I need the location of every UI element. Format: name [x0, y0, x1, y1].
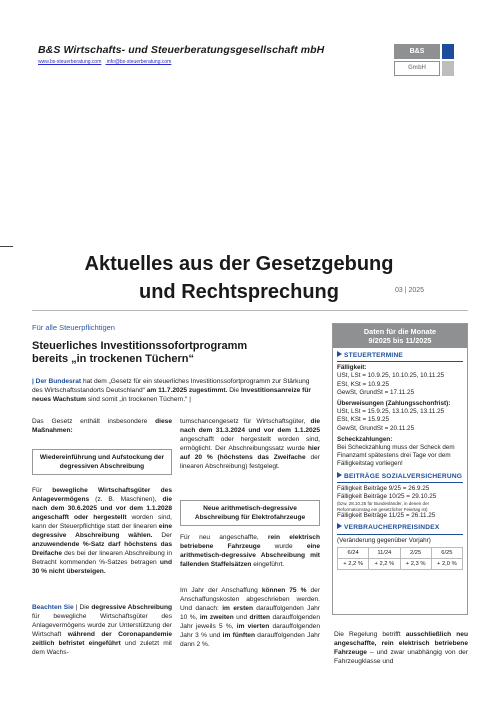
- logo-bottom: GmbH: [394, 61, 440, 76]
- intro-date: am 11.7.2025 zugestimmt.: [146, 387, 228, 394]
- text: darauffolgenden Jahr 3 % und: [180, 623, 320, 639]
- text: wurde: [260, 543, 307, 550]
- beitrag-item: Fälligkeit Beiträge 10/25 = 29.10.25: [337, 493, 437, 501]
- scheck-label: Scheckzahlungen:: [337, 435, 393, 443]
- ueberweisung-label: Überweisungen (Zahlungsschonfrist):: [337, 400, 451, 408]
- vpi-value: + 2,0 %: [431, 559, 462, 570]
- text: worden sind, kann der Steuerpflichtige statt der linearen: [32, 514, 172, 530]
- text-bold: im vierten: [236, 623, 270, 630]
- paragraph-ev-scope: [334, 630, 468, 666]
- intro-text: Die: [227, 387, 241, 394]
- issue-number: 03 | 2025: [395, 287, 425, 294]
- text: darauffolgenden Jahr 10 %,: [180, 605, 320, 621]
- logo-top: B&S: [394, 44, 440, 59]
- beitrag-note: (bzw. 28.10.25 für Bundesländer, in denen der Reformationstag ein gesetzlicher Feiertag ist): [337, 501, 430, 512]
- text: eingeführt.: [251, 561, 285, 568]
- page-title-line1: Aktuelles aus der Gesetzgebung: [84, 253, 394, 275]
- beitrag-item: Fälligkeit Beiträge 9/25 = 26.9.25: [337, 484, 430, 492]
- logo-blue-square: [442, 44, 454, 59]
- text-bold: hier auf 20 % (höchstens das Zweifache: [180, 445, 320, 461]
- article-intro: [32, 377, 320, 404]
- vpi-header: 6/25: [431, 547, 462, 558]
- faelligkeit-item: ESt, KSt = 10.9.25: [337, 380, 389, 388]
- text: und: [233, 614, 250, 621]
- text: angeschafft oder hergestellt worden sind, ermöglicht. Der Abschreibungssatz wurde: [180, 436, 320, 452]
- title-divider: [32, 310, 468, 311]
- website-link[interactable]: www.bs-steuerberatung.com: [38, 59, 102, 65]
- article-title: [32, 340, 312, 366]
- header-links: [38, 59, 175, 65]
- text: (z. B. Maschinen),: [89, 496, 163, 503]
- text: – und zwar unabhängig von der Fahrzeugklasse und: [334, 649, 468, 665]
- triangle-icon: [337, 523, 342, 529]
- company-name: B&S Wirtschafts- und Steuerberatungsgesellschaft mbH: [38, 44, 325, 56]
- section-beitraege: [337, 472, 463, 483]
- vpi-value: + 2,3 %: [400, 559, 431, 570]
- triangle-icon: [337, 351, 342, 357]
- vpi-table: [337, 547, 463, 570]
- faelligkeit-item: USt, LSt = 10.9.25, 10.10.25, 10.11.25: [337, 372, 445, 380]
- beitraege-body: [333, 485, 467, 521]
- note-lead: Beachten Sie: [32, 604, 74, 611]
- text: und zuletzt mit dem Wachs-: [32, 640, 173, 656]
- section-title: VERBRAUCHERPREISINDEX: [344, 524, 440, 532]
- text: Der: [152, 532, 172, 539]
- text-bold: eine degressive Abschreibung wählen.: [32, 523, 172, 539]
- company-logo: [394, 44, 466, 76]
- paragraph-ev: [180, 533, 320, 569]
- text-bold: im fünften: [222, 632, 255, 639]
- paragraph-note: [32, 603, 172, 657]
- intro-text: sind somit „in trockenen Tüchern.“ |: [85, 396, 191, 403]
- text-bold: die nach dem 30.6.2025 und vor dem 1.1.2028 angeschafft oder hergestellt: [32, 496, 172, 521]
- dates-sidebar: [332, 323, 468, 615]
- page-title-line2: und Rechtsprechung: [138, 281, 339, 303]
- text: Für neu angeschaffte,: [180, 534, 268, 541]
- intro-text: hat dem „Gesetz für ein steuerliches Investitionssofortprogramm zur Stärkung des Wirtschaftsstandorts Deutschland“: [32, 378, 310, 394]
- text: der linearen Abschreibung) festgelegt.: [180, 454, 320, 470]
- text-bold: ausschließlich neu angeschaffte, rein elektrisch betriebene Fahrzeuge: [334, 631, 468, 656]
- vpi-header: 11/24: [369, 547, 400, 558]
- email-link[interactable]: info@bs-steuerberatung.com: [106, 59, 172, 65]
- table-row: [338, 547, 463, 558]
- text: für bewegliche Wirtschaftsgüter des Anlagevermögens wurde zur Unterstützung der Wirtschaft: [32, 613, 172, 638]
- article-title-line2: bereits „in trockenen Tüchern“: [32, 353, 194, 365]
- steuertermine-body: [333, 364, 467, 468]
- vpi-value: + 2,2 %: [338, 559, 369, 570]
- article-title-line1: Steuerliches Investitionssofortprogramm: [32, 340, 248, 352]
- section-box-ev: Neue arithmetisch-degressive Abschreibung für Elektrofahrzeuge: [180, 500, 320, 526]
- logo-grey-square: [442, 61, 454, 76]
- beitrag-item: Fälligkeit Beiträge 11/25 = 26.11.25: [337, 512, 436, 520]
- paragraph-degressive: [32, 486, 172, 576]
- sidebar-header-line2: 9/2025 bis 11/2025: [368, 336, 432, 345]
- section-title: BEITRÄGE SOZIALVERSICHERUNG: [344, 472, 463, 480]
- text: darauffolgenden Jahr jeweils 5 %,: [180, 614, 320, 630]
- text-bold: während der Coronapandemie zeitlich befristet eingeführt: [32, 631, 172, 647]
- text-bold: können 75 %: [261, 587, 307, 594]
- measures-emphasis: diese Maßnahmen:: [32, 418, 172, 434]
- faelligkeit-label: Fälligkeit:: [337, 364, 367, 372]
- measures-intro: [32, 417, 172, 435]
- faelligkeit-item: GewSt, GrundSt = 17.11.25: [337, 388, 415, 396]
- vpi-header: 6/24: [338, 547, 369, 558]
- text-bold: die nach dem 31.3.2024 und vor dem 1.1.2025: [180, 418, 320, 434]
- intro-lead: | Der Bundesrat: [32, 378, 82, 385]
- text-bold: anzuwendende %-Satz darf höchstens das Dreifache: [32, 541, 172, 557]
- text-bold: degressive Abschreibung: [91, 604, 172, 611]
- ueberweisung-item: ESt, KSt = 15.9.25: [337, 416, 389, 424]
- intro-emphasis: Investitionsanreize für neues Wachstum: [32, 387, 311, 403]
- text-bold: eine arithmetisch-degressive Abschreibung mit fallenden Staffelsätzen: [180, 543, 321, 568]
- section-steuertermine: [337, 351, 463, 362]
- text: Für: [32, 487, 53, 494]
- sidebar-header: [333, 324, 467, 348]
- text: tumschancengesetz für Wirtschaftsgüter,: [180, 418, 311, 425]
- vpi-subtitle: (Veränderung gegenüber Vorjahr): [337, 536, 431, 544]
- text-bold: dritten: [249, 614, 271, 621]
- paragraph-growth-act: [180, 417, 320, 471]
- ueberweisung-item: GewSt, GrundSt = 20.11.25: [337, 424, 415, 432]
- vpi-header: 2/25: [400, 547, 431, 558]
- fold-mark: [0, 246, 13, 247]
- section-vpi: [337, 523, 463, 534]
- paragraph-ev-rates: [180, 586, 320, 649]
- text-bold: im zweiten: [199, 614, 234, 621]
- text: Im Jahr der Anschaffung: [180, 587, 262, 594]
- text: darauffolgenden Jahr dann 2 %.: [180, 632, 320, 648]
- scheck-text: Bei Scheckzahlung muss der Scheck dem Finanzamt spätestens drei Tage vor dem Fälligkeitstag vorliegen!: [337, 444, 455, 468]
- text: | Die: [73, 604, 92, 611]
- text-bold: rein elektrisch betriebene Fahrzeuge: [180, 534, 320, 550]
- vpi-value: + 2,2 %: [369, 559, 400, 570]
- section-box-degressive: Wiedereinführung und Aufstockung der degressiven Abschreibung: [32, 449, 172, 475]
- text: des bei der linearen Abschreibung in Betracht kommenden %-Satzes betragen: [32, 550, 172, 566]
- section-title: STEUERTERMINE: [344, 352, 404, 359]
- text: Die Regelung betrifft: [334, 631, 406, 638]
- text-bold: bewegliche Wirtschaftsgüter des Anlagevermögens: [32, 487, 172, 503]
- triangle-icon: [337, 472, 342, 478]
- sidebar-header-line1: Daten für die Monate: [363, 327, 437, 336]
- text: der Anschaffungskosten abgeschrieben werden. Und danach:: [180, 587, 320, 612]
- table-row: [338, 559, 463, 570]
- text-bold: im ersten: [222, 605, 253, 612]
- article-audience: Für alle Steuerpflichtigen: [32, 323, 115, 332]
- page-title: [74, 250, 404, 306]
- measures-text: Das Gesetz enthält insbesondere: [32, 418, 156, 425]
- ueberweisung-item: USt, LSt = 15.9.25, 13.10.25, 13.11.25: [337, 408, 445, 416]
- text-bold: und 30 % nicht übersteigen.: [32, 559, 172, 575]
